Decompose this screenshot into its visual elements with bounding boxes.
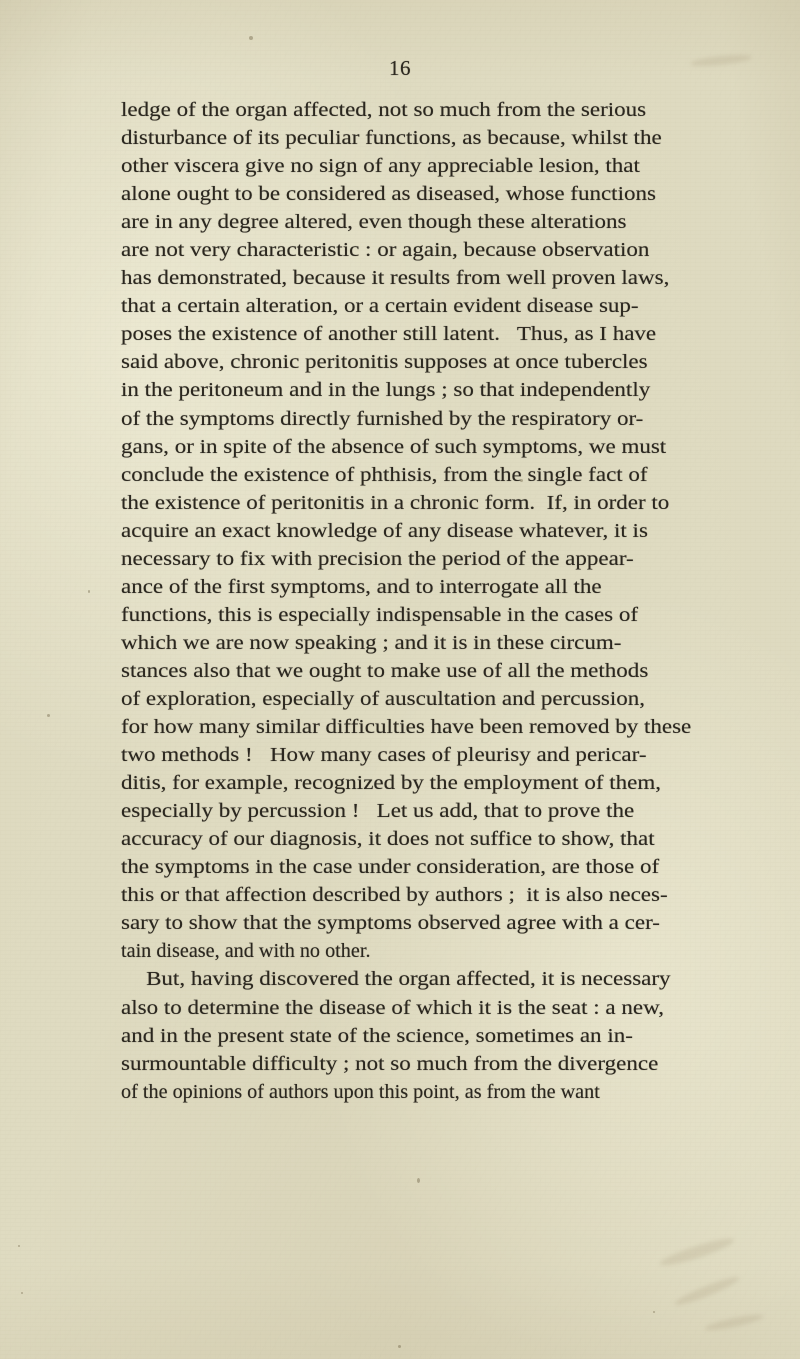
text-line-content: tain disease, and with no other. (121, 940, 371, 963)
text-line (121, 545, 729, 573)
text-line (121, 124, 729, 152)
text-line-content: this or that affection described by authors ; it is also neces- (121, 884, 668, 907)
text-line-content: are in any degree altered, even though these alterations (121, 211, 627, 234)
text-line (121, 909, 729, 937)
paper-speck (653, 1311, 655, 1313)
page-number: 16 (389, 56, 411, 80)
text-line (121, 881, 729, 909)
text-line (121, 573, 729, 601)
text-line (121, 348, 729, 376)
text-line-content: acquire an exact knowledge of any disease whatever, it is (121, 519, 648, 542)
text-line-content: of the symptoms directly furnished by the respiratory or- (121, 407, 644, 430)
text-line (121, 405, 729, 433)
text-line-content: other viscera give no sign of any appreciable lesion, that (121, 155, 640, 178)
text-line-content: that a certain alteration, or a certain evident disease sup- (121, 295, 639, 318)
text-line (121, 601, 729, 629)
paper-speck (88, 590, 90, 593)
text-line-content: conclude the existence of phthisis, from the single fact of (121, 463, 648, 486)
text-line-content: especially by percussion ! Let us add, that to prove the (121, 800, 635, 823)
text-line-content: has demonstrated, because it results from well proven laws, (121, 267, 670, 290)
paper-speck (47, 714, 50, 717)
text-line (121, 1050, 729, 1078)
paper-speck (249, 36, 253, 40)
text-line (121, 208, 729, 236)
text-line-content: of exploration, especially of auscultation and percussion, (121, 687, 646, 710)
text-line-content: surmountable difficulty ; not so much from the divergence (121, 1052, 659, 1075)
text-line-content: which we are now speaking ; and it is in these circum- (121, 631, 622, 654)
text-line (121, 376, 729, 404)
text-line (121, 461, 729, 489)
text-line-content: sary to show that the symptoms observed agree with a cer- (121, 912, 660, 935)
text-line-content: disturbance of its peculiar functions, as because, whilst the (121, 127, 662, 150)
text-line-content: ledge of the organ affected, not so much from the serious (121, 99, 647, 121)
text-line-content: for how many similar difficulties have been removed by these (121, 716, 692, 739)
text-line-content: the existence of peritonitis in a chronic form. If, in order to (121, 491, 670, 514)
text-line (121, 264, 729, 292)
body-text (121, 96, 729, 1106)
text-line (121, 236, 729, 264)
paper-smudge (673, 1273, 742, 1308)
text-line-content: ditis, for example, recognized by the employment of them, (121, 772, 662, 795)
text-line (121, 853, 729, 881)
text-line (121, 741, 729, 769)
paper-speck (398, 1345, 401, 1348)
text-line (121, 713, 729, 741)
text-line-content: of the opinions of authors upon this point, as from the want (121, 1080, 600, 1103)
paper-speck (21, 1292, 23, 1294)
text-line-content: alone ought to be considered as diseased, whose functions (121, 183, 656, 206)
text-line (121, 152, 729, 180)
text-line (121, 1078, 729, 1106)
paper-speck (417, 1178, 420, 1183)
text-line-content: necessary to fix with precision the period of the appear- (121, 547, 634, 570)
paper-smudge (704, 1312, 765, 1333)
paper-smudge (658, 1234, 736, 1270)
text-line (121, 965, 729, 993)
text-line (121, 96, 729, 124)
text-line (121, 937, 729, 965)
text-line-content: the symptoms in the case under consideration, are those of (121, 856, 660, 879)
text-line-content: in the peritoneum and in the lungs ; so that independently (121, 379, 651, 402)
text-line (121, 320, 729, 348)
text-line-content: gans, or in spite of the absence of such symptoms, we must (121, 435, 667, 458)
text-line-content: and in the present state of the science, sometimes an in- (121, 1024, 633, 1047)
text-line-content: are not very characteristic : or again, because observation (121, 239, 650, 262)
text-line (121, 685, 729, 713)
text-line (121, 825, 729, 853)
text-line-content: two methods ! How many cases of pleurisy and pericar- (121, 744, 647, 767)
text-line-content: stances also that we ought to make use of all the methods (121, 659, 649, 682)
text-line (121, 629, 729, 657)
text-line (121, 769, 729, 797)
text-line (121, 517, 729, 545)
text-line (121, 797, 729, 825)
text-line-content: But, having discovered the organ affected, it is necessary (146, 968, 671, 991)
text-line-content: said above, chronic peritonitis supposes at once tubercles (121, 351, 648, 374)
text-line-content: accuracy of our diagnosis, it does not suffice to show, that (121, 828, 655, 851)
text-line-content: also to determine the disease of which it is the seat : a new, (121, 996, 665, 1019)
text-line-content: poses the existence of another still latent. Thus, as I have (121, 323, 657, 346)
text-line (121, 292, 729, 320)
text-line (121, 180, 729, 208)
text-line-content: ance of the first symptoms, and to interrogate all the (121, 575, 602, 598)
paper-speck (18, 1245, 20, 1247)
text-line-content: functions, this is especially indispensable in the cases of (121, 603, 639, 626)
text-line (121, 433, 729, 461)
text-line (121, 657, 729, 685)
text-line (121, 1022, 729, 1050)
text-line (121, 489, 729, 517)
text-line (121, 994, 729, 1022)
